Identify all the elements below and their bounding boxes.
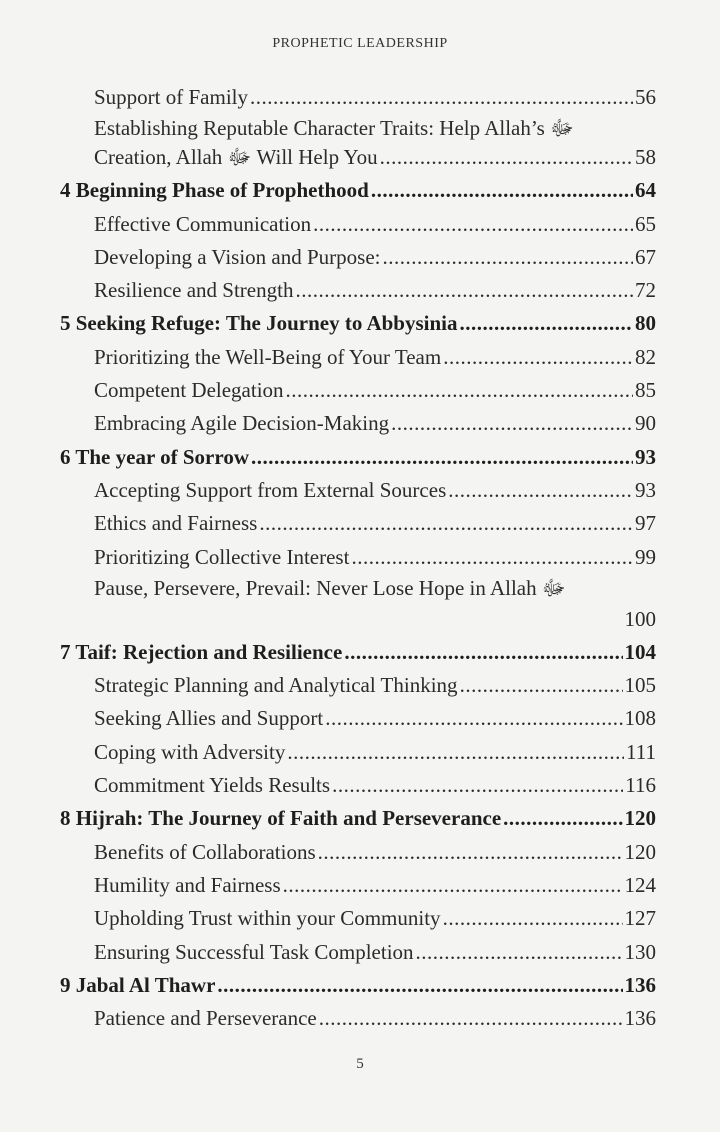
dot-leader <box>351 541 633 574</box>
toc-entry[interactable] <box>60 341 656 374</box>
toc-entry[interactable] <box>60 241 656 274</box>
toc-chapter-page: 64 <box>635 178 656 203</box>
dot-leader <box>382 241 633 274</box>
dot-leader <box>380 143 633 171</box>
toc-entry[interactable] <box>60 574 656 636</box>
dot-leader <box>503 802 622 835</box>
dot-leader <box>332 769 623 802</box>
toc-chapter[interactable] <box>60 802 656 835</box>
toc-entry-title-line2: Creation, Allah ﷻ Will Help You <box>94 145 378 170</box>
toc-chapter-page: 120 <box>624 806 656 831</box>
toc-chapter[interactable] <box>60 636 656 669</box>
toc-entry-title: Humility and Fairness <box>94 872 281 897</box>
toc-entry[interactable] <box>60 769 656 802</box>
toc-entry-title: Commitment Yields Results <box>94 773 331 798</box>
toc-entry[interactable] <box>60 736 656 769</box>
toc-entry-title: Competent Delegation <box>94 378 284 403</box>
dot-leader <box>251 441 633 474</box>
dot-leader <box>460 669 623 702</box>
dot-leader <box>448 474 633 507</box>
dot-leader <box>217 969 622 1002</box>
toc-entry-page: 56 <box>635 85 656 109</box>
dot-leader <box>460 307 634 340</box>
toc-entry-title-line1: Establishing Reputable Character Traits: Help Allah’s ﷻ <box>94 116 574 141</box>
toc-entry-page: 99 <box>635 544 656 569</box>
toc-entry[interactable] <box>60 1002 656 1035</box>
dot-leader <box>259 507 633 540</box>
table-of-contents <box>60 81 656 1035</box>
toc-chapter[interactable] <box>60 441 656 474</box>
toc-entry-title: Patience and Perseverance <box>94 1006 317 1031</box>
toc-entry-page: 65 <box>635 211 656 236</box>
dot-leader <box>295 274 633 307</box>
toc-entry-page: 82 <box>635 344 656 369</box>
toc-entry[interactable] <box>60 374 656 407</box>
toc-entry[interactable] <box>60 114 656 174</box>
toc-entry-page: 85 <box>635 378 656 403</box>
toc-entry-page: 105 <box>624 673 656 698</box>
toc-entry-title: Developing a Vision and Purpose: <box>94 244 381 269</box>
toc-entry[interactable] <box>60 274 656 307</box>
toc-entry-page: 100 <box>624 606 656 631</box>
toc-entry[interactable] <box>60 541 656 574</box>
toc-chapter-page: 80 <box>635 311 656 336</box>
dot-leader <box>286 374 633 407</box>
toc-entry[interactable] <box>60 902 656 935</box>
toc-entry-title: Prioritizing Collective Interest <box>94 544 350 569</box>
dot-leader <box>319 1002 623 1035</box>
toc-entry-title: Accepting Support from External Sources <box>94 477 447 502</box>
toc-entry-page: 124 <box>624 872 656 897</box>
toc-chapter-title: 4 Beginning Phase of Prophethood <box>60 178 369 203</box>
toc-chapter-page: 93 <box>635 444 656 469</box>
toc-entry-title: Ethics and Fairness <box>94 511 258 536</box>
toc-entry-page: 67 <box>635 244 656 269</box>
toc-entry-title: Effective Communication <box>94 211 312 236</box>
toc-entry[interactable] <box>60 669 656 702</box>
toc-chapter[interactable] <box>60 174 656 207</box>
toc-chapter[interactable] <box>60 969 656 1002</box>
toc-entry-title: Coping with Adversity <box>94 739 286 764</box>
toc-entry-page: 136 <box>624 1006 656 1031</box>
toc-chapter[interactable] <box>60 307 656 340</box>
toc-entry[interactable] <box>60 936 656 969</box>
toc-entry-page: 58 <box>635 145 656 170</box>
toc-chapter-title: 7 Taif: Rejection and Resilience <box>60 639 343 664</box>
toc-entry-title: Benefits of Collaborations <box>94 839 316 864</box>
toc-entry[interactable] <box>60 836 656 869</box>
toc-chapter-page: 104 <box>624 639 656 664</box>
dot-leader <box>325 702 622 735</box>
dot-leader <box>344 636 622 669</box>
toc-entry[interactable] <box>60 407 656 440</box>
dot-leader <box>416 936 623 969</box>
toc-entry[interactable] <box>60 81 656 114</box>
toc-entry-page: 120 <box>624 839 656 864</box>
toc-entry-title: Resilience and Strength <box>94 278 294 303</box>
toc-chapter-title: 6 The year of Sorrow <box>60 444 249 469</box>
toc-entry[interactable] <box>60 474 656 507</box>
dot-leader <box>283 869 623 902</box>
toc-entry-title: Seeking Allies and Support <box>94 706 324 731</box>
toc-entry[interactable] <box>60 208 656 241</box>
dot-leader <box>443 341 633 374</box>
toc-entry-title: Prioritizing the Well-Being of Your Team <box>94 344 442 369</box>
dot-leader <box>443 902 623 935</box>
toc-entry-page: 111 <box>626 739 656 764</box>
toc-chapter-page: 136 <box>624 972 656 997</box>
toc-chapter-title: 9 Jabal Al Thawr <box>60 972 216 997</box>
toc-entry-title: Strategic Planning and Analytical Thinking <box>94 673 458 698</box>
toc-entry-title: Upholding Trust within your Community <box>94 906 441 931</box>
dot-leader <box>250 81 633 114</box>
dot-leader <box>371 174 633 207</box>
toc-entry-page: 116 <box>625 773 656 798</box>
toc-entry-title: Pause, Persevere, Prevail: Never Lose Hope in Allah ﷻ <box>94 575 566 600</box>
toc-entry[interactable] <box>60 507 656 540</box>
dot-leader <box>318 836 623 869</box>
toc-entry-page: 97 <box>635 511 656 536</box>
toc-entry-page: 127 <box>624 906 656 931</box>
running-header: PROPHETIC LEADERSHIP <box>272 36 448 51</box>
toc-entry-page: 72 <box>635 278 656 303</box>
toc-chapter-title: 8 Hijrah: The Journey of Faith and Perseverance <box>60 806 502 831</box>
toc-chapter-title: 5 Seeking Refuge: The Journey to Abbysinia <box>60 311 458 336</box>
toc-entry-page: 130 <box>624 939 656 964</box>
toc-entry-page: 108 <box>624 706 656 731</box>
page-number: 5 <box>356 1056 364 1072</box>
toc-entry-page: 90 <box>635 411 656 436</box>
toc-entry-title: Ensuring Successful Task Completion <box>94 939 414 964</box>
dot-leader <box>313 208 633 241</box>
toc-entry[interactable] <box>60 869 656 902</box>
toc-entry-title: Embracing Agile Decision-Making <box>94 411 390 436</box>
dot-leader <box>287 736 624 769</box>
toc-entry-title: Support of Family <box>94 85 249 109</box>
dot-leader <box>391 407 633 440</box>
toc-entry[interactable] <box>60 702 656 735</box>
toc-entry-page: 93 <box>635 477 656 502</box>
